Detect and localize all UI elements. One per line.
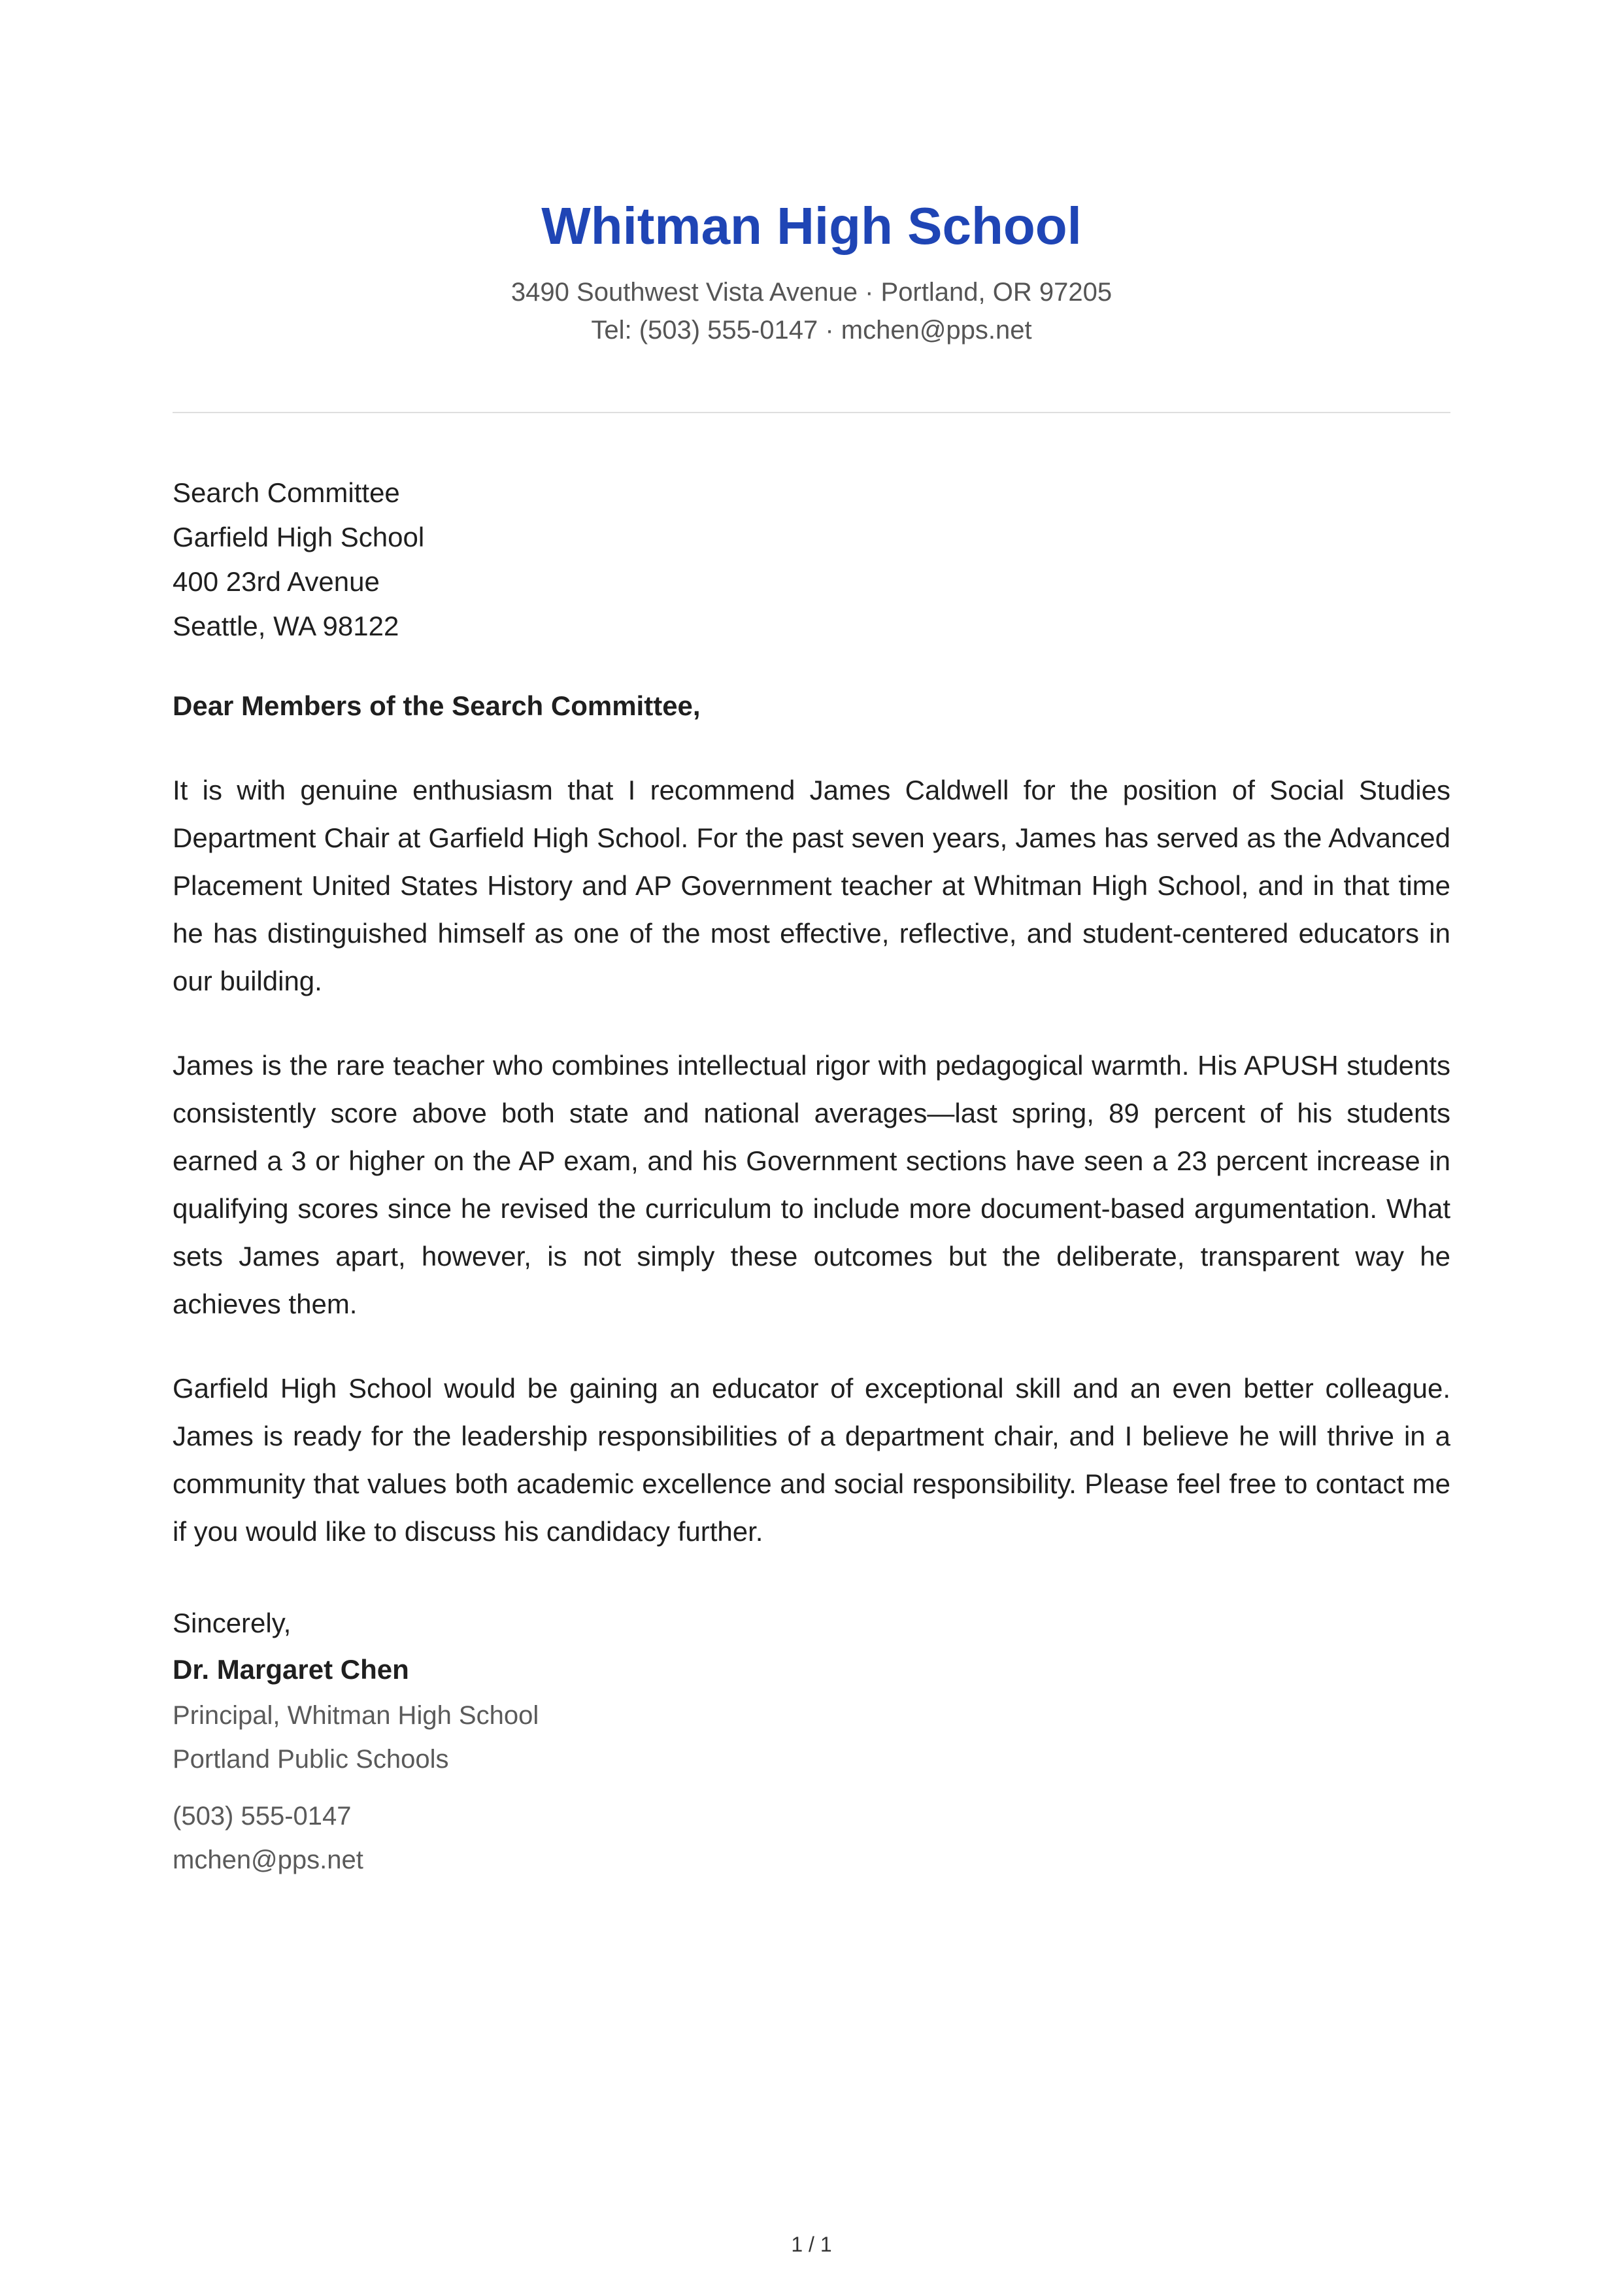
- closing-block: [173, 1601, 1450, 1882]
- valediction: Sincerely,: [173, 1608, 292, 1638]
- recipient-address: [173, 471, 1450, 649]
- signer-contact: [173, 1795, 1450, 1882]
- recipient-line: Seattle, WA 98122: [173, 611, 399, 641]
- letter-content: [173, 471, 1450, 1882]
- letterhead-divider: [173, 412, 1450, 413]
- letterhead-contact: Tel: (503) 555-0147 · mchen@pps.net: [591, 316, 1032, 345]
- letterhead: [173, 196, 1450, 349]
- body-paragraph-3: Garfield High School would be gaining an educator of exceptional skill and an even better colleague. James is ready for the leadership responsibilities of a department chair, and I believe he will thrive in a community that values both academic excellence and social responsibility. Please feel free to contact me if you would like to discuss his candidacy further.: [173, 1373, 1450, 1547]
- signer-name: Dr. Margaret Chen: [173, 1654, 409, 1685]
- signer-email: mchen@pps.net: [173, 1846, 363, 1874]
- signer-organization: Portland Public Schools: [173, 1745, 449, 1774]
- school-name: Whitman High School: [541, 197, 1082, 255]
- recipient-line: Search Committee: [173, 477, 400, 508]
- recipient-line: Garfield High School: [173, 522, 425, 552]
- letterhead-address: 3490 Southwest Vista Avenue · Portland, OR 97205: [510, 278, 1113, 307]
- signer-title: Principal, Whitman High School: [173, 1701, 539, 1730]
- recipient-line: 400 23rd Avenue: [173, 566, 380, 597]
- salutation: Dear Members of the Search Committee,: [173, 690, 701, 721]
- page-number: 1 / 1: [791, 2233, 832, 2256]
- body-paragraph-2: James is the rare teacher who combines intellectual rigor with pedagogical warmth. His APUSH students consistently score above both state and national averages—last spring, 89 percent of his students earned a 3 or higher on the AP exam, and his Government sections have seen a 23 percent increase in qualifying scores since he revised the curriculum to include more document-based argumentation. What sets James apart, however, is not simply these outcomes but the deliberate, transparent way he achieves them.: [173, 1050, 1450, 1319]
- body-paragraph-1: It is with genuine enthusiasm that I recommend James Caldwell for the position of Social Studies Department Chair at Garfield High School. For the past seven years, James has served as the Advanced Placement United States History and AP Government teacher at Whitman High School, and in that time he has distinguished himself as one of the most effective, reflective, and student-centered educators in our building.: [173, 775, 1450, 996]
- signer-phone: (503) 555-0147: [173, 1802, 352, 1831]
